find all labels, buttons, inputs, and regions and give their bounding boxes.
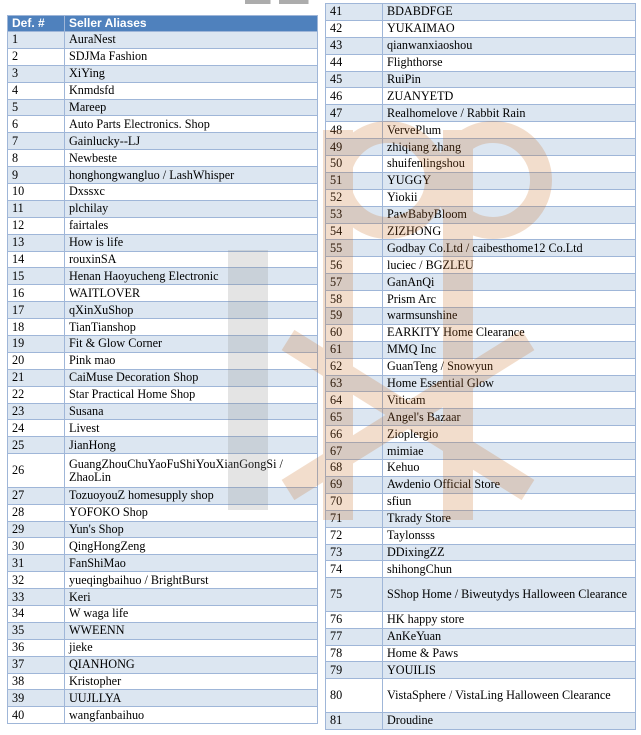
seller-alias-cell: fairtales (65, 217, 318, 234)
table-row (326, 88, 636, 105)
seller-alias-cell: Kristopher (65, 673, 318, 690)
def-number-cell: 23 (8, 403, 65, 420)
table-row (8, 99, 318, 116)
seller-alias-cell: Angel's Bazaar (383, 409, 636, 426)
seller-alias-cell: GuangZhouChuYaoFuShiYouXianGongSi / ZhaoLin (65, 454, 318, 488)
seller-alias-cell: YOFOKO Shop (65, 504, 318, 521)
table-row (8, 572, 318, 589)
seller-alias-cell: sfiun (383, 493, 636, 510)
def-number-cell: 42 (326, 20, 383, 37)
def-number-cell: 54 (326, 223, 383, 240)
seller-alias-cell: AnKeYuan (383, 628, 636, 645)
table-row (8, 487, 318, 504)
seller-alias-cell: qianwanxiaoshou (383, 37, 636, 54)
def-number-cell: 66 (326, 426, 383, 443)
def-number-cell: 16 (8, 285, 65, 302)
table-row (8, 319, 318, 336)
def-number-cell: 36 (8, 639, 65, 656)
table-row (8, 521, 318, 538)
seller-alias-cell: Taylonsss (383, 527, 636, 544)
def-number-cell: 56 (326, 257, 383, 274)
def-number-cell: 10 (8, 184, 65, 201)
seller-alias-cell: Mareep (65, 99, 318, 116)
seller-alias-cell: Fit & Glow Corner (65, 336, 318, 353)
seller-alias-cell: Awdenio Official Store (383, 476, 636, 493)
def-number-cell: 1 (8, 32, 65, 49)
table-row (326, 527, 636, 544)
table-row (8, 167, 318, 184)
def-number-cell: 72 (326, 527, 383, 544)
table-row (8, 352, 318, 369)
def-number-cell: 12 (8, 217, 65, 234)
table-row (8, 369, 318, 386)
def-number-cell: 77 (326, 628, 383, 645)
table-row (8, 673, 318, 690)
seller-alias-cell: shihongChun (383, 561, 636, 578)
table-row (8, 200, 318, 217)
def-number-cell: 41 (326, 4, 383, 21)
def-number-cell: 22 (8, 386, 65, 403)
table-row (8, 302, 318, 319)
seller-alias-cell: VistaSphere / VistaLing Halloween Clearance (383, 679, 636, 713)
table-row (326, 291, 636, 308)
table-row (8, 48, 318, 65)
seller-alias-cell: Viticam (383, 392, 636, 409)
seller-alias-cell: SDJMa Fashion (65, 48, 318, 65)
table-row (8, 656, 318, 673)
seller-alias-cell: Livest (65, 420, 318, 437)
seller-alias-cell: YUKAIMAO (383, 20, 636, 37)
seller-alias-cell: YUGGY (383, 172, 636, 189)
seller-alias-cell: Henan Haoyucheng Electronic (65, 268, 318, 285)
seller-aliases-table-left (7, 15, 318, 724)
table-row (326, 645, 636, 662)
seller-alias-cell: Keri (65, 589, 318, 606)
table-row (8, 217, 318, 234)
def-number-header: Def. # (8, 16, 65, 32)
def-number-cell: 81 (326, 712, 383, 729)
table-row (8, 420, 318, 437)
seller-alias-cell: UUJLLYA (65, 690, 318, 707)
table-row (8, 707, 318, 724)
seller-alias-cell: AuraNest (65, 32, 318, 49)
def-number-cell: 53 (326, 206, 383, 223)
seller-alias-cell: zhiqiang zhang (383, 139, 636, 156)
seller-alias-cell: QingHongZeng (65, 538, 318, 555)
table-row (8, 251, 318, 268)
table-row (326, 561, 636, 578)
table-row (326, 54, 636, 71)
right-table-body (326, 4, 636, 730)
def-number-cell: 75 (326, 578, 383, 612)
def-number-cell: 61 (326, 341, 383, 358)
table-header-row (8, 16, 318, 32)
def-number-cell: 14 (8, 251, 65, 268)
def-number-cell: 58 (326, 291, 383, 308)
table-row (326, 392, 636, 409)
seller-alias-cell: Susana (65, 403, 318, 420)
def-number-cell: 70 (326, 493, 383, 510)
def-number-cell: 8 (8, 150, 65, 167)
seller-alias-cell: QIANHONG (65, 656, 318, 673)
table-row (326, 257, 636, 274)
table-row (8, 65, 318, 82)
seller-alias-cell: VervePlum (383, 122, 636, 139)
def-number-cell: 71 (326, 510, 383, 527)
def-number-cell: 20 (8, 352, 65, 369)
def-number-cell: 80 (326, 679, 383, 713)
def-number-cell: 15 (8, 268, 65, 285)
table-row (8, 504, 318, 521)
seller-alias-cell: FanShiMao (65, 555, 318, 572)
table-row (8, 589, 318, 606)
def-number-cell: 69 (326, 476, 383, 493)
table-row (326, 71, 636, 88)
seller-alias-cell: Dxssxc (65, 184, 318, 201)
table-row (8, 133, 318, 150)
def-number-cell: 67 (326, 443, 383, 460)
table-row (326, 341, 636, 358)
seller-alias-cell: Newbeste (65, 150, 318, 167)
table-row (8, 268, 318, 285)
table-row (326, 156, 636, 173)
seller-alias-cell: CaiMuse Decoration Shop (65, 369, 318, 386)
def-number-cell: 52 (326, 189, 383, 206)
def-number-cell: 4 (8, 82, 65, 99)
table-row (326, 443, 636, 460)
def-number-cell: 76 (326, 611, 383, 628)
seller-alias-cell: yueqingbaihuo / BrightBurst (65, 572, 318, 589)
def-number-cell: 9 (8, 167, 65, 184)
seller-alias-cell: MMQ Inc (383, 341, 636, 358)
def-number-cell: 11 (8, 200, 65, 217)
seller-alias-cell: Kehuo (383, 460, 636, 477)
table-row (326, 679, 636, 713)
def-number-cell: 34 (8, 606, 65, 623)
table-row (8, 454, 318, 488)
table-row (326, 358, 636, 375)
table-row (326, 189, 636, 206)
seller-alias-cell: Yun's Shop (65, 521, 318, 538)
seller-alias-cell: ZUANYETD (383, 88, 636, 105)
table-row (8, 184, 318, 201)
def-number-cell: 19 (8, 336, 65, 353)
def-number-cell: 33 (8, 589, 65, 606)
left-table-body (8, 32, 318, 724)
seller-alias-cell: Tkrady Store (383, 510, 636, 527)
table-row (326, 223, 636, 240)
def-number-cell: 55 (326, 240, 383, 257)
table-row (8, 622, 318, 639)
table-row (8, 150, 318, 167)
table-row (8, 234, 318, 251)
table-row (8, 437, 318, 454)
seller-alias-cell: qXinXuShop (65, 302, 318, 319)
def-number-cell: 29 (8, 521, 65, 538)
table-row (326, 20, 636, 37)
table-row (326, 37, 636, 54)
seller-alias-cell: EARKITY Home Clearance (383, 324, 636, 341)
seller-alias-cell: luciec / BGZLEU (383, 257, 636, 274)
table-row (8, 690, 318, 707)
seller-alias-cell: plchilay (65, 200, 318, 217)
table-row (326, 409, 636, 426)
def-number-cell: 32 (8, 572, 65, 589)
def-number-cell: 51 (326, 172, 383, 189)
def-number-cell: 62 (326, 358, 383, 375)
def-number-cell: 45 (326, 71, 383, 88)
def-number-cell: 57 (326, 274, 383, 291)
seller-alias-cell: TozuoyouZ homesupply shop (65, 487, 318, 504)
def-number-cell: 24 (8, 420, 65, 437)
table-row (326, 4, 636, 21)
seller-alias-cell: shuifenlingshou (383, 156, 636, 173)
seller-alias-cell: DDixingZZ (383, 544, 636, 561)
table-row (8, 639, 318, 656)
table-row (326, 578, 636, 612)
seller-alias-cell: Pink mao (65, 352, 318, 369)
table-row (326, 324, 636, 341)
def-number-cell: 50 (326, 156, 383, 173)
table-row (8, 32, 318, 49)
def-number-cell: 47 (326, 105, 383, 122)
def-number-cell: 65 (326, 409, 383, 426)
def-number-cell: 46 (326, 88, 383, 105)
table-row (326, 206, 636, 223)
seller-alias-cell: mimiae (383, 443, 636, 460)
seller-alias-cell: honghongwangluo / LashWhisper (65, 167, 318, 184)
seller-alias-cell: Star Practical Home Shop (65, 386, 318, 403)
table-row (8, 285, 318, 302)
table-row (8, 403, 318, 420)
table-row (8, 82, 318, 99)
seller-alias-cell: Zioplergio (383, 426, 636, 443)
def-number-cell: 63 (326, 375, 383, 392)
def-number-cell: 38 (8, 673, 65, 690)
table-row (326, 375, 636, 392)
def-number-cell: 21 (8, 369, 65, 386)
def-number-cell: 78 (326, 645, 383, 662)
seller-alias-cell: Gainlucky--LJ (65, 133, 318, 150)
seller-alias-cell: Droudine (383, 712, 636, 729)
def-number-cell: 60 (326, 324, 383, 341)
def-number-cell: 6 (8, 116, 65, 133)
seller-alias-cell: WWEENN (65, 622, 318, 639)
table-row (326, 122, 636, 139)
def-number-cell: 40 (8, 707, 65, 724)
seller-alias-cell: Home Essential Glow (383, 375, 636, 392)
table-row (326, 308, 636, 325)
table-row (326, 105, 636, 122)
def-number-cell: 35 (8, 622, 65, 639)
def-number-cell: 64 (326, 392, 383, 409)
def-number-cell: 25 (8, 437, 65, 454)
table-row (8, 555, 318, 572)
table-row (326, 172, 636, 189)
seller-alias-cell: WAITLOVER (65, 285, 318, 302)
seller-alias-cell: Godbay Co.Ltd / caibesthome12 Co.Ltd (383, 240, 636, 257)
def-number-cell: 39 (8, 690, 65, 707)
def-number-cell: 27 (8, 487, 65, 504)
def-number-cell: 43 (326, 37, 383, 54)
table-row (326, 493, 636, 510)
seller-alias-cell: jieke (65, 639, 318, 656)
def-number-cell: 5 (8, 99, 65, 116)
table-row (326, 611, 636, 628)
table-row (326, 240, 636, 257)
table-row (326, 139, 636, 156)
table-row (326, 274, 636, 291)
seller-alias-cell: JianHong (65, 437, 318, 454)
def-number-cell: 73 (326, 544, 383, 561)
seller-alias-cell: How is life (65, 234, 318, 251)
table-row (326, 460, 636, 477)
def-number-cell: 28 (8, 504, 65, 521)
def-number-cell: 68 (326, 460, 383, 477)
def-number-cell: 7 (8, 133, 65, 150)
table-row (326, 662, 636, 679)
table-row (8, 538, 318, 555)
seller-alias-cell: XiYing (65, 65, 318, 82)
seller-alias-cell: Realhomelove / Rabbit Rain (383, 105, 636, 122)
table-row (326, 628, 636, 645)
table-row (8, 116, 318, 133)
seller-alias-cell: W waga life (65, 606, 318, 623)
seller-alias-cell: rouxinSA (65, 251, 318, 268)
def-number-cell: 59 (326, 308, 383, 325)
seller-alias-cell: GanAnQi (383, 274, 636, 291)
seller-alias-cell: Yiokii (383, 189, 636, 206)
seller-alias-cell: Knmdsfd (65, 82, 318, 99)
seller-alias-cell: RuiPin (383, 71, 636, 88)
seller-alias-cell: HK happy store (383, 611, 636, 628)
def-number-cell: 18 (8, 319, 65, 336)
seller-alias-cell: Prism Arc (383, 291, 636, 308)
seller-alias-cell: Auto Parts Electronics. Shop (65, 116, 318, 133)
table-row (326, 426, 636, 443)
seller-aliases-table-right (325, 3, 636, 730)
def-number-cell: 74 (326, 561, 383, 578)
seller-alias-cell: TianTianshop (65, 319, 318, 336)
def-number-cell: 44 (326, 54, 383, 71)
seller-alias-cell: SShop Home / Biweutydys Halloween Clearance (383, 578, 636, 612)
seller-alias-cell: Home & Paws (383, 645, 636, 662)
clipped-heading-fragment (245, 0, 330, 4)
def-number-cell: 3 (8, 65, 65, 82)
seller-alias-cell: ZIZHONG (383, 223, 636, 240)
seller-aliases-header: Seller Aliases (65, 16, 318, 32)
seller-alias-cell: GuanTeng / Snowyun (383, 358, 636, 375)
table-row (8, 336, 318, 353)
seller-alias-cell: BDABDFGE (383, 4, 636, 21)
def-number-cell: 26 (8, 454, 65, 488)
seller-alias-cell: Flighthorse (383, 54, 636, 71)
def-number-cell: 17 (8, 302, 65, 319)
table-row (8, 606, 318, 623)
def-number-cell: 31 (8, 555, 65, 572)
seller-alias-cell: YOUILIS (383, 662, 636, 679)
table-row (326, 510, 636, 527)
def-number-cell: 49 (326, 139, 383, 156)
def-number-cell: 48 (326, 122, 383, 139)
def-number-cell: 79 (326, 662, 383, 679)
table-row (326, 712, 636, 729)
seller-alias-cell: PawBabyBloom (383, 206, 636, 223)
table-row (8, 386, 318, 403)
def-number-cell: 37 (8, 656, 65, 673)
table-row (326, 476, 636, 493)
table-row (326, 544, 636, 561)
seller-alias-cell: wangfanbaihuo (65, 707, 318, 724)
def-number-cell: 13 (8, 234, 65, 251)
def-number-cell: 30 (8, 538, 65, 555)
seller-alias-cell: warmsunshine (383, 308, 636, 325)
def-number-cell: 2 (8, 48, 65, 65)
